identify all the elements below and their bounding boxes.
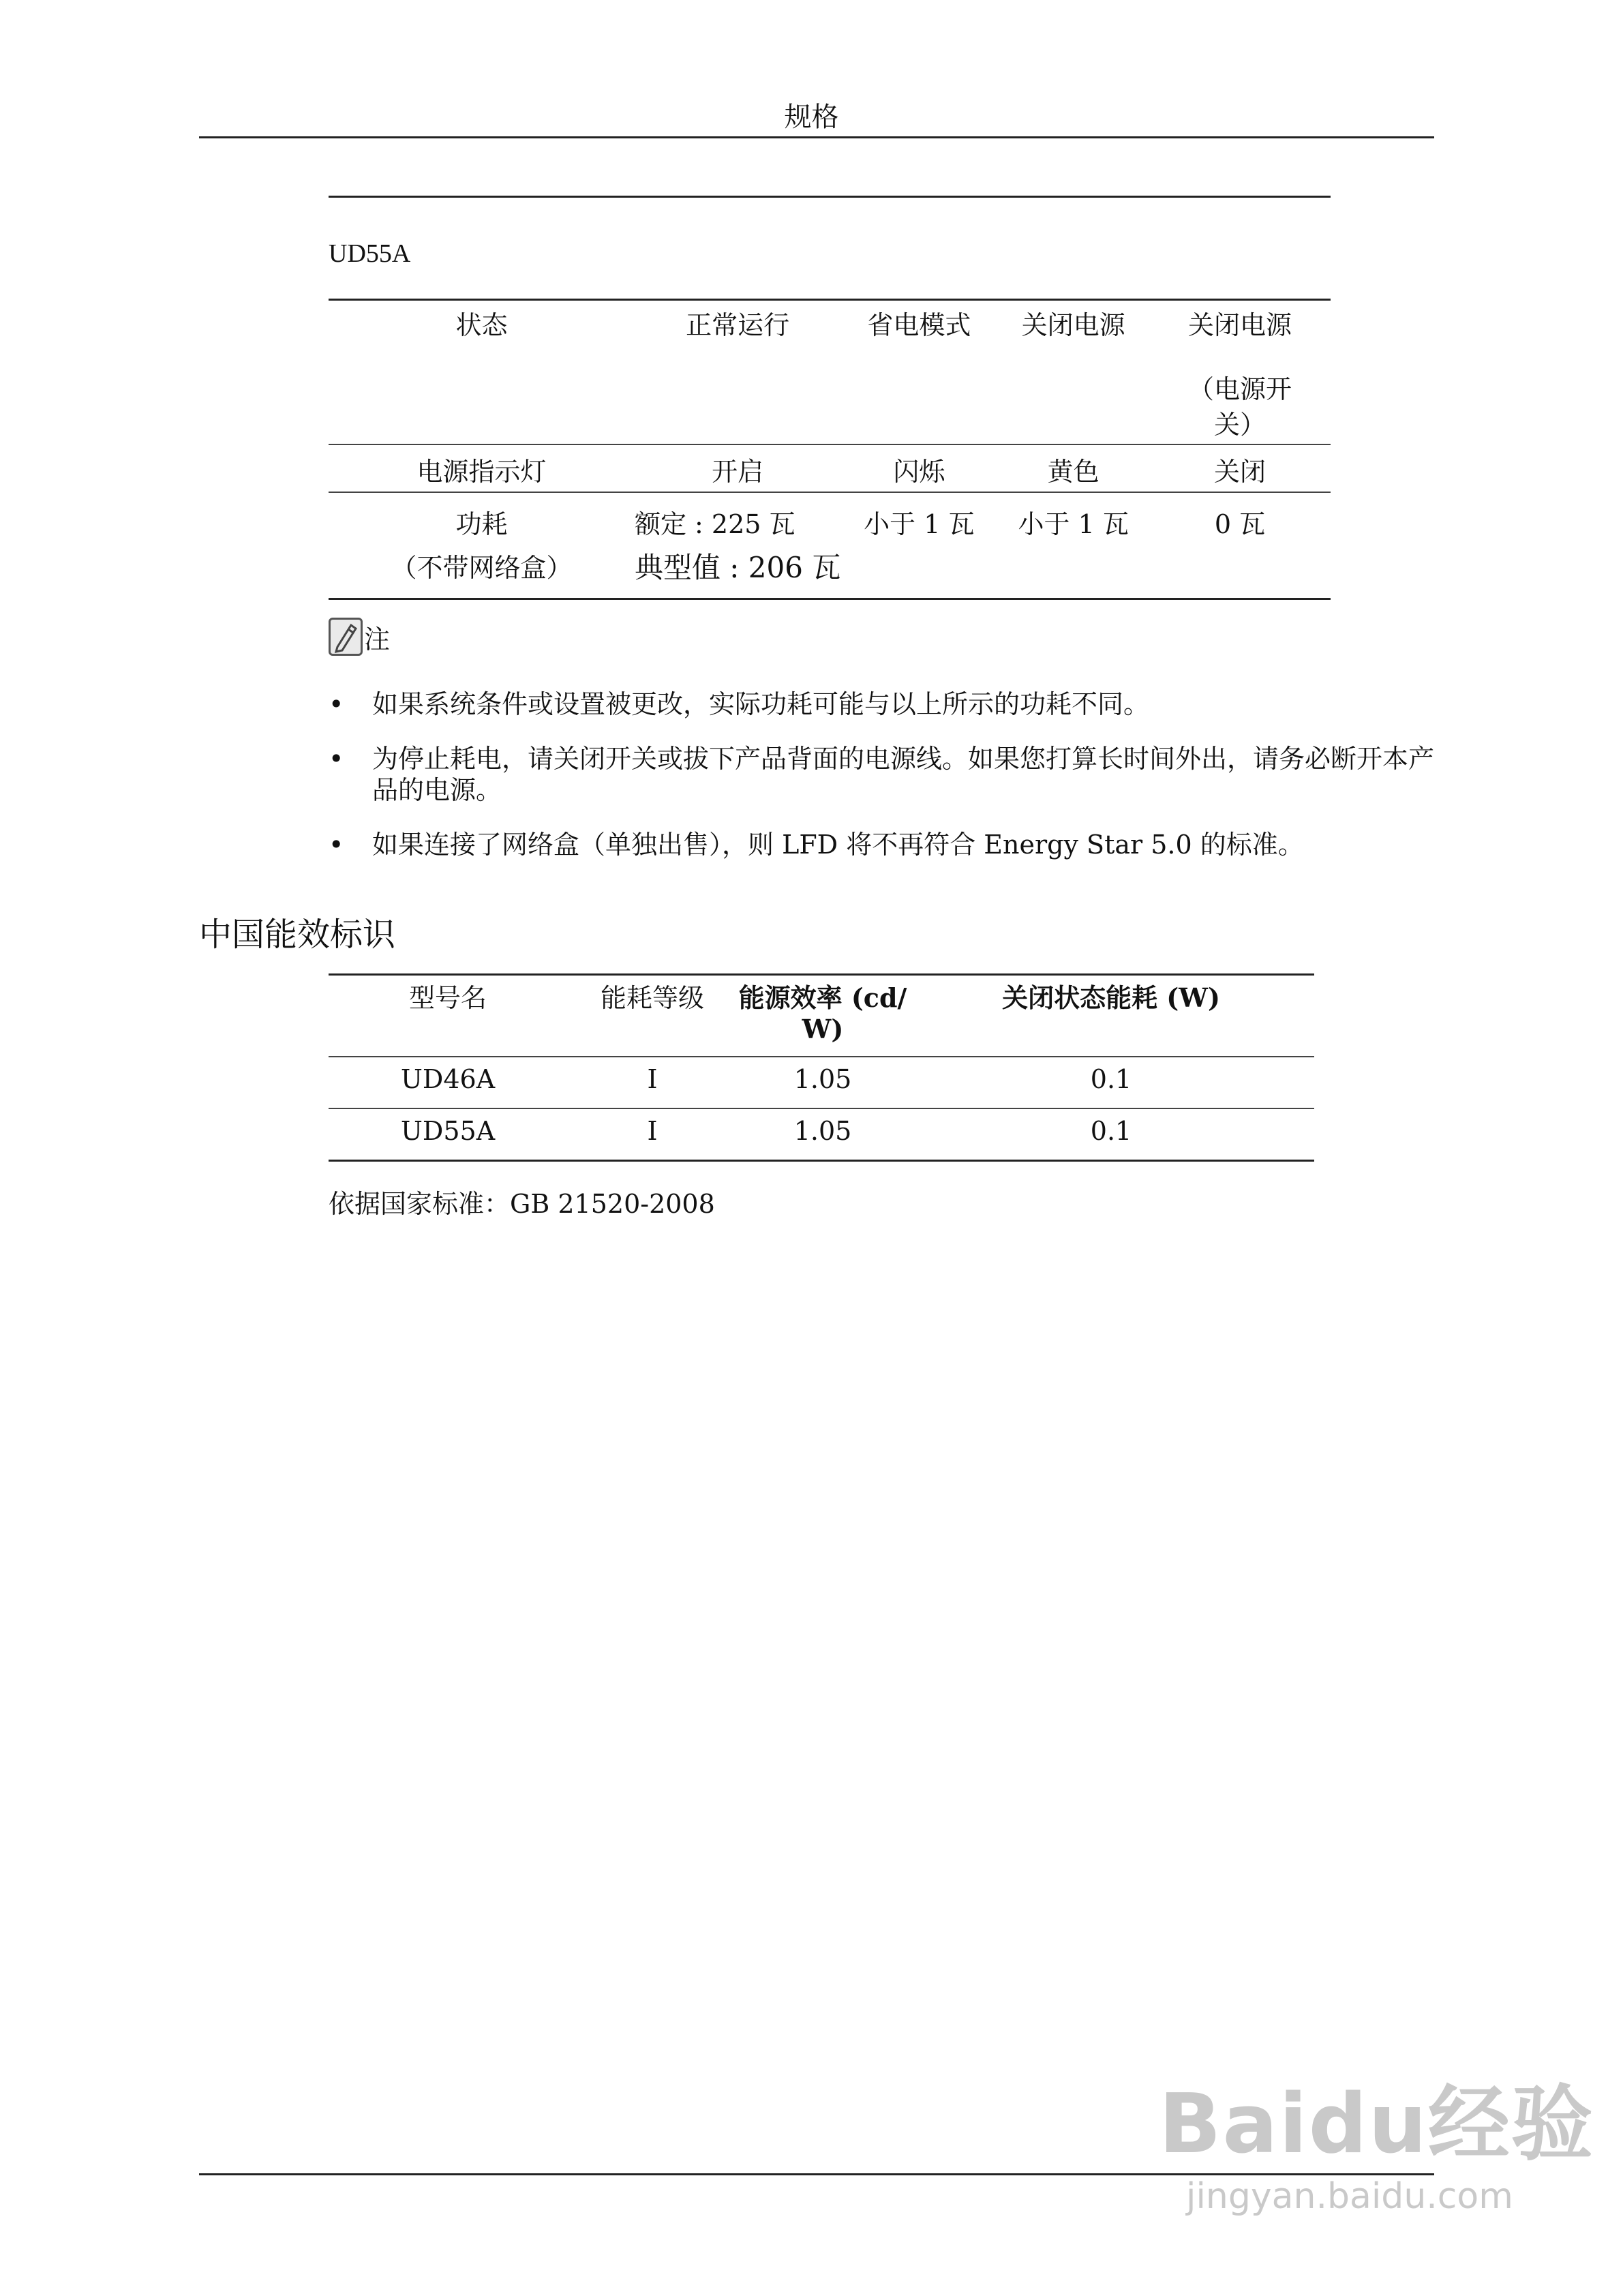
header-cell-line: 关闭电源 [1187,310,1292,340]
header-cell: 关闭状态能耗 (W) [908,975,1314,1057]
table-row [329,492,1331,599]
cell-line: 功耗 [455,509,508,539]
note-heading [329,618,390,656]
power-consumption-table [329,299,1331,600]
table-row [329,444,1331,492]
table-row [329,1108,1314,1161]
table-cell: 开启 [635,444,840,492]
table-header-row [329,300,1331,445]
header-cell: 省电模式 [840,300,997,445]
header-cell-line: W) [802,1014,844,1044]
header-cell: 正常运行 [635,300,840,445]
cell-line: （不带网络盒） [391,553,573,583]
header-cell-line: （电源开关） [1187,374,1292,440]
table-cell [635,492,840,599]
header-cell [1149,300,1331,445]
cell-line: 典型值 : 206 瓦 [634,551,841,584]
table-cell: 1.05 [738,1057,908,1108]
header-cell: 状态 [329,300,635,445]
section-top-rule [329,196,1331,198]
bullet-text: 为停止耗电，请关闭开关或拔下产品背面的电源线。如果您打算长时间外出，请务必断开本产品的电源。 [372,744,1435,805]
header-cell: 能耗等级 [567,975,738,1057]
note-label: 注 [364,624,391,654]
table-cell: 0.1 [908,1057,1314,1108]
table-header-row [329,975,1314,1057]
note-pencil-icon [329,618,363,656]
table-cell: I [567,1108,738,1161]
table-cell: 小于 1 瓦 [1018,509,1129,539]
header-cell [738,975,908,1057]
list-item [329,689,1440,720]
watermark-url: jingyan.baidu.com [1186,2176,1513,2217]
header-cell: 型号名 [329,975,567,1057]
bullet-dot-icon: • [329,830,344,860]
table-cell: 小于 1 瓦 [864,509,975,539]
table-cell: 1.05 [738,1108,908,1161]
watermark-logo: Baidu经验 [1159,2077,1594,2172]
table-cell: UD46A [329,1057,567,1108]
note-bullet-list [329,689,1440,883]
list-item [329,743,1440,806]
page-header-title: 规格 [784,102,839,133]
bullet-dot-icon: • [329,744,344,774]
table-cell: 关闭 [1149,444,1331,492]
header-cell-line: 能源效率 (cd/ [738,982,907,1013]
section-title: 中国能效标识 [199,916,396,954]
table-cell: UD55A [329,1108,567,1161]
model-label: UD55A [329,239,411,268]
bullet-text: 如果系统条件或设置被更改，实际功耗可能与以上所示的功耗不同。 [372,689,1150,719]
table-cell: 0.1 [908,1108,1314,1161]
energy-efficiency-table [329,973,1314,1162]
bullet-text: 如果连接了网络盒（单独出售），则 LFD 将不再符合 Energy Star 5.0 的标准。 [372,830,1304,860]
baidu-watermark [1159,2059,1594,2217]
bullet-dot-icon: • [329,689,344,719]
cell-line: 额定 : 225 瓦 [634,509,795,539]
table-cell: 闪烁 [840,444,997,492]
table-cell: I [567,1057,738,1108]
header-cell: 关闭电源 [997,300,1149,445]
table-row [329,1057,1314,1108]
list-item [329,829,1440,860]
standard-reference: 依据国家标准：GB 21520-2008 [329,1189,715,1219]
header-rule [199,136,1434,138]
table-cell: 电源指示灯 [329,444,635,492]
table-cell: 0 瓦 [1214,509,1266,539]
table-cell [329,492,635,599]
table-cell: 黄色 [997,444,1149,492]
